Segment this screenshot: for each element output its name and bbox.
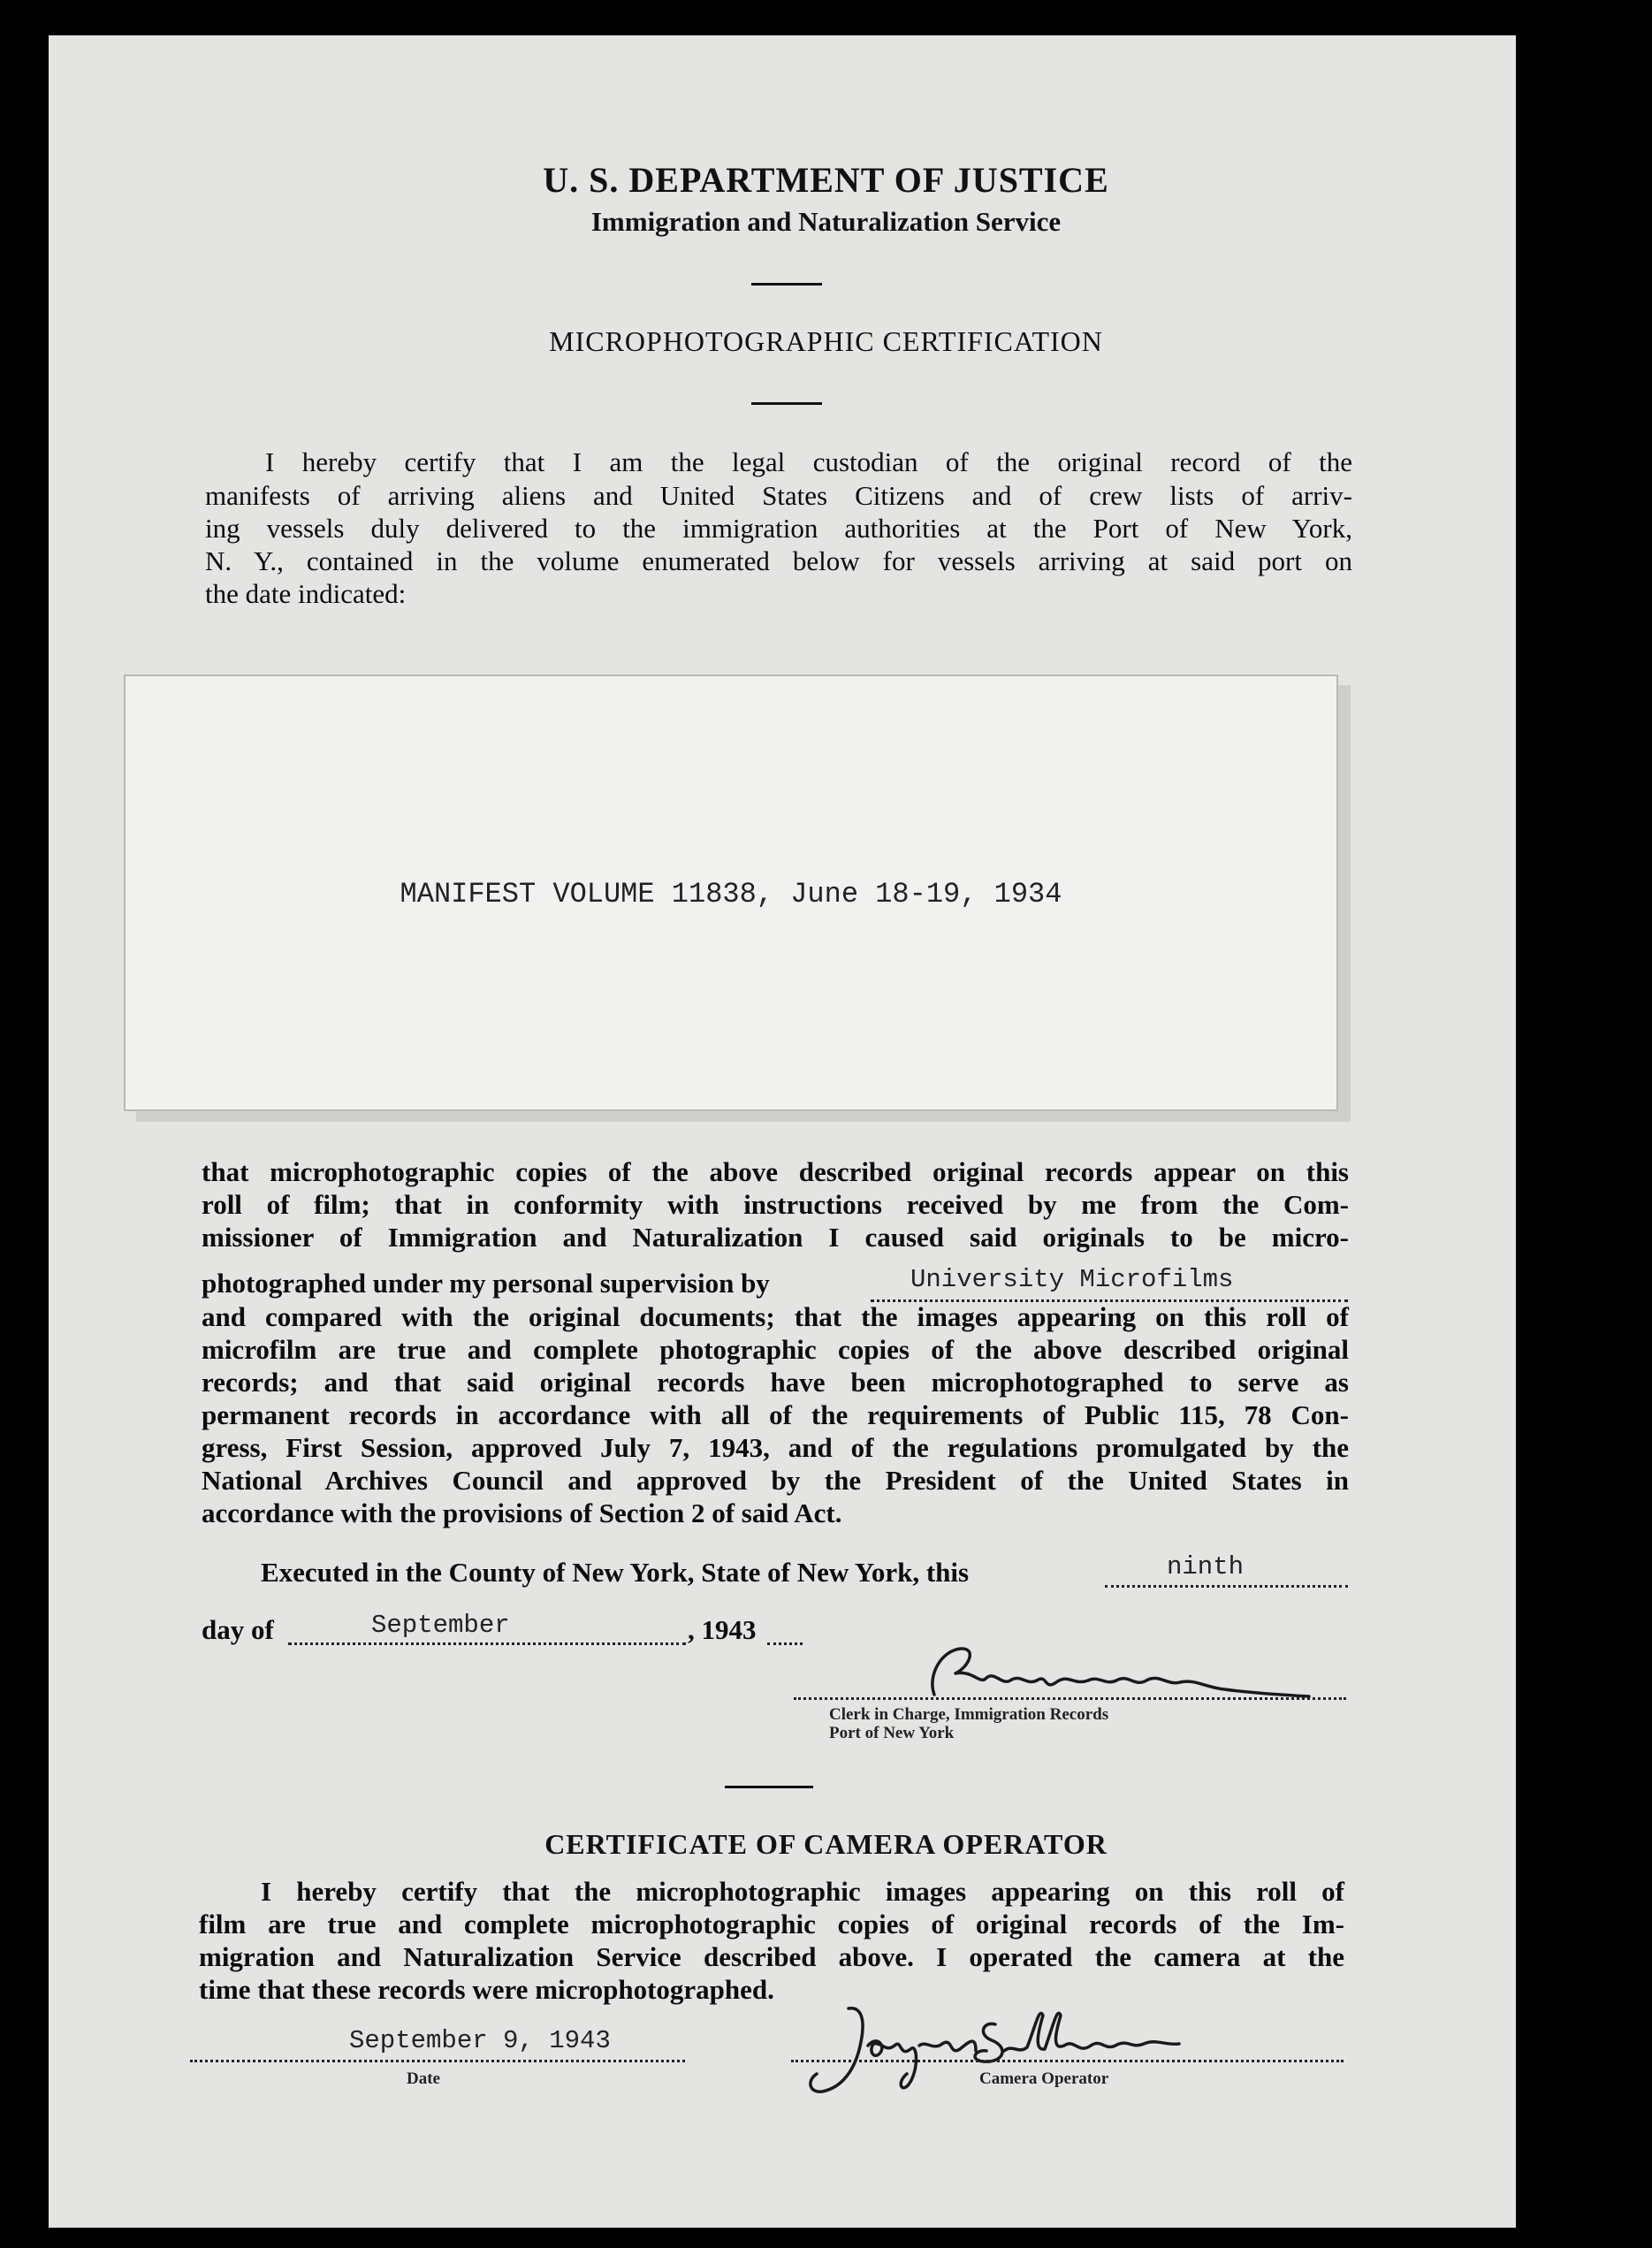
camera-operator-signature-line (791, 2060, 1344, 2062)
body-line: that microphotographic copies of the above described original records appear on this (202, 1156, 1349, 1187)
body-line: permanent records in accordance with all of the requirements of Public 115, 78 Con- (202, 1399, 1349, 1430)
body-line: missioner of Immigration and Naturalization I caused said originals to be micro- (202, 1222, 1349, 1253)
supervision-label: photographed under my personal supervision by (202, 1268, 770, 1299)
volume-text: MANIFEST VOLUME 11838, June 18-19, 1934 (400, 878, 1062, 911)
department-heading: U. S. DEPARTMENT OF JUSTICE (543, 160, 1109, 200)
day-dotted-line (1105, 1585, 1348, 1588)
body-line: accordance with the provisions of Section 2 of said Act. (202, 1497, 842, 1528)
month-value: September (371, 1611, 510, 1640)
executed-text: Executed in the County of New York, State of New York, this (261, 1557, 970, 1588)
camera-line: time that these records were microphotographed. (199, 1974, 774, 2005)
clerk-signature (924, 1640, 1313, 1711)
year-dotted-line (767, 1642, 803, 1645)
supervision-value: University Microfilms (910, 1265, 1234, 1294)
intro-line: manifests of arriving aliens and United States Citizens and of crew lists of arriv- (205, 480, 1352, 511)
divider-rule (751, 402, 822, 405)
intro-line: N. Y., contained in the volume enumerated below for vessels arriving at said port on (205, 545, 1352, 576)
volume-card (124, 674, 1338, 1111)
day-value: ninth (1167, 1552, 1245, 1581)
intro-line: the date indicated: (205, 578, 407, 609)
service-subheading: Immigration and Naturalization Service (590, 206, 1062, 237)
year-text: , 1943 (688, 1614, 757, 1645)
body-line: National Archives Council and approved by the President of the United States in (202, 1465, 1349, 1496)
body-line: microfilm are true and complete photographic copies of the above described original (202, 1334, 1349, 1365)
camera-line: I hereby certify that the microphotographic images appearing on this roll of (261, 1876, 1344, 1907)
clerk-port: Port of New York (829, 1724, 955, 1742)
divider-rule (725, 1786, 813, 1788)
intro-line: I hereby certify that I am the legal custodian of the original record of the (265, 446, 1352, 477)
certification-title: MICROPHOTOGRAPHIC CERTIFICATION (549, 325, 1103, 357)
clerk-title: Clerk in Charge, Immigration Records (829, 1705, 1109, 1724)
month-dotted-line (288, 1642, 686, 1645)
camera-date-value: September 9, 1943 (349, 2026, 611, 2055)
body-line: roll of film; that in conformity with instructions received by me from the Com- (202, 1189, 1349, 1220)
intro-line: ing vessels duly delivered to the immigration authorities at the Port of New York, (205, 513, 1352, 544)
date-label: Date (407, 2069, 440, 2088)
camera-line: migration and Naturalization Service described above. I operated the camera at the (199, 1941, 1344, 1972)
camera-line: film are true and complete microphotographic copies of original records of the Im- (199, 1909, 1344, 1939)
camera-operator-label: Camera Operator (979, 2069, 1109, 2088)
day-of-label: day of (202, 1614, 274, 1645)
body-line: and compared with the original documents; that the images appearing on this roll of (202, 1301, 1349, 1332)
date-dotted-line (190, 2060, 685, 2062)
camera-certificate-title: CERTIFICATE OF CAMERA OPERATOR (544, 1828, 1108, 1860)
divider-rule (751, 283, 822, 286)
body-line: gress, First Session, approved July 7, 1943, and of the regulations promulgated by the (202, 1432, 1349, 1463)
body-line: records; and that said original records have been microphotographed to serve as (202, 1367, 1349, 1398)
